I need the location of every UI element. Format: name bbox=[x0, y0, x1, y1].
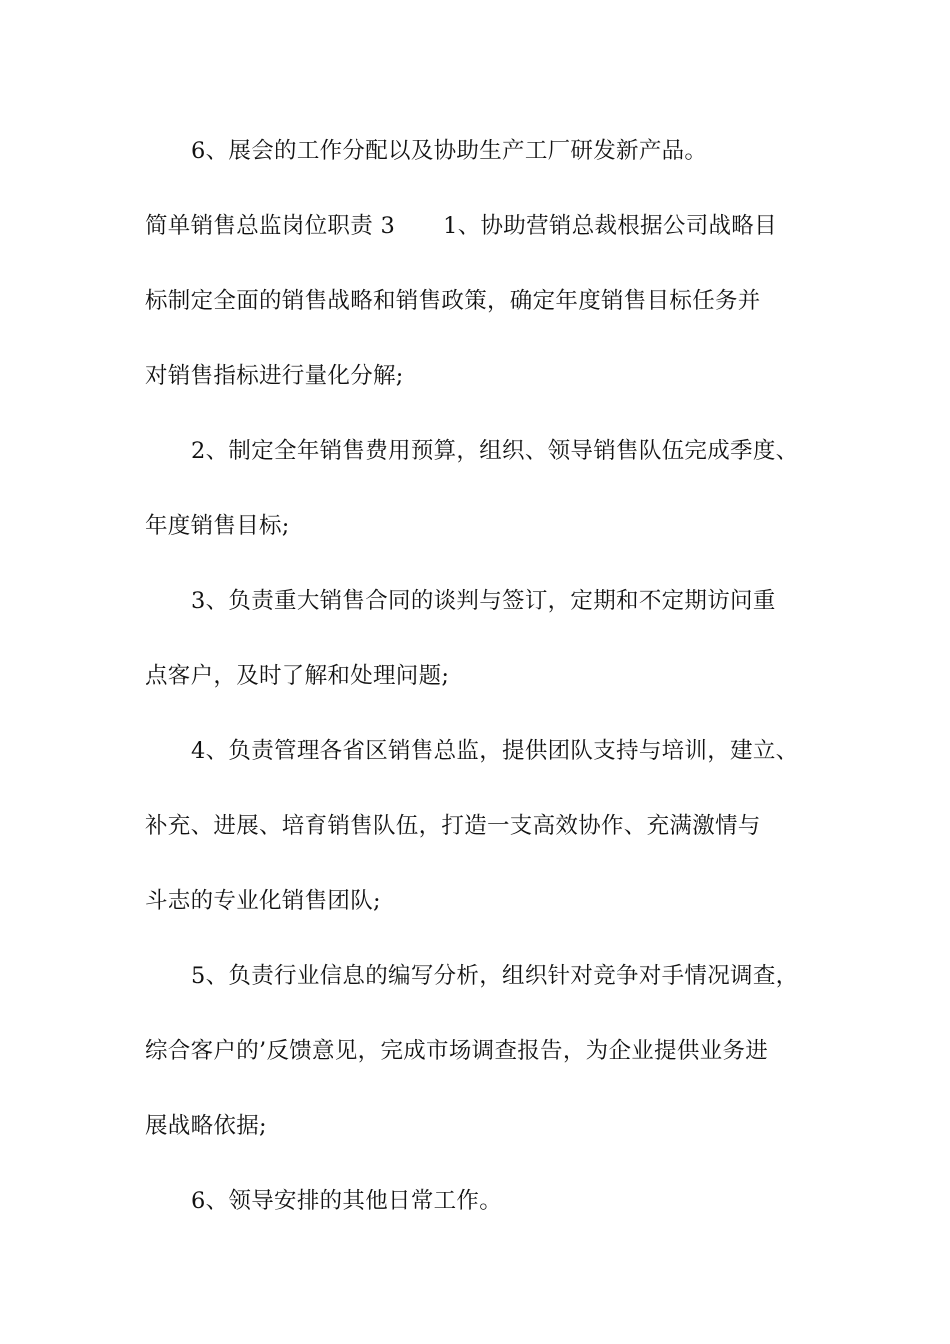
paragraph-line: 斗志的专业化销售团队; bbox=[145, 888, 381, 914]
paragraph-line: 展战略依据; bbox=[145, 1113, 267, 1139]
paragraph-line: 标制定全面的销售战略和销售政策，确定年度销售目标任务并 bbox=[145, 288, 761, 314]
paragraph-line: 综合客户的’反馈意见，完成市场调查报告，为企业提供业务进 bbox=[145, 1038, 769, 1064]
paragraph-line: 6、展会的工作分配以及协助生产工厂研发新产品。 bbox=[191, 138, 708, 164]
paragraph-line: 1、协助营销总裁根据公司战略目 bbox=[443, 213, 777, 239]
paragraph-line: 4、负责管理各省区销售总监，提供团队支持与培训，建立、 bbox=[191, 738, 799, 764]
paragraph-line: 年度销售目标; bbox=[145, 513, 290, 539]
paragraph-line: 3、负责重大销售合同的谈判与签订，定期和不定期访问重 bbox=[191, 588, 776, 614]
section-heading-line bbox=[145, 211, 777, 241]
paragraph-line: 对销售指标进行量化分解; bbox=[145, 363, 404, 389]
paragraph-line: 2、制定全年销售费用预算，组织、领导销售队伍完成季度、 bbox=[191, 438, 799, 464]
section-title: 简单销售总监岗位职责 3 bbox=[145, 213, 396, 239]
paragraph-line: 补充、进展、培育销售队伍，打造一支高效协作、充满激情与 bbox=[145, 813, 761, 839]
paragraph-line: 6、领导安排的其他日常工作。 bbox=[191, 1188, 503, 1214]
paragraph-line: 点客户，及时了解和处理问题; bbox=[145, 663, 450, 689]
paragraph-line: 5、负责行业信息的编写分析，组织针对竞争对手情况调查， bbox=[191, 963, 799, 989]
